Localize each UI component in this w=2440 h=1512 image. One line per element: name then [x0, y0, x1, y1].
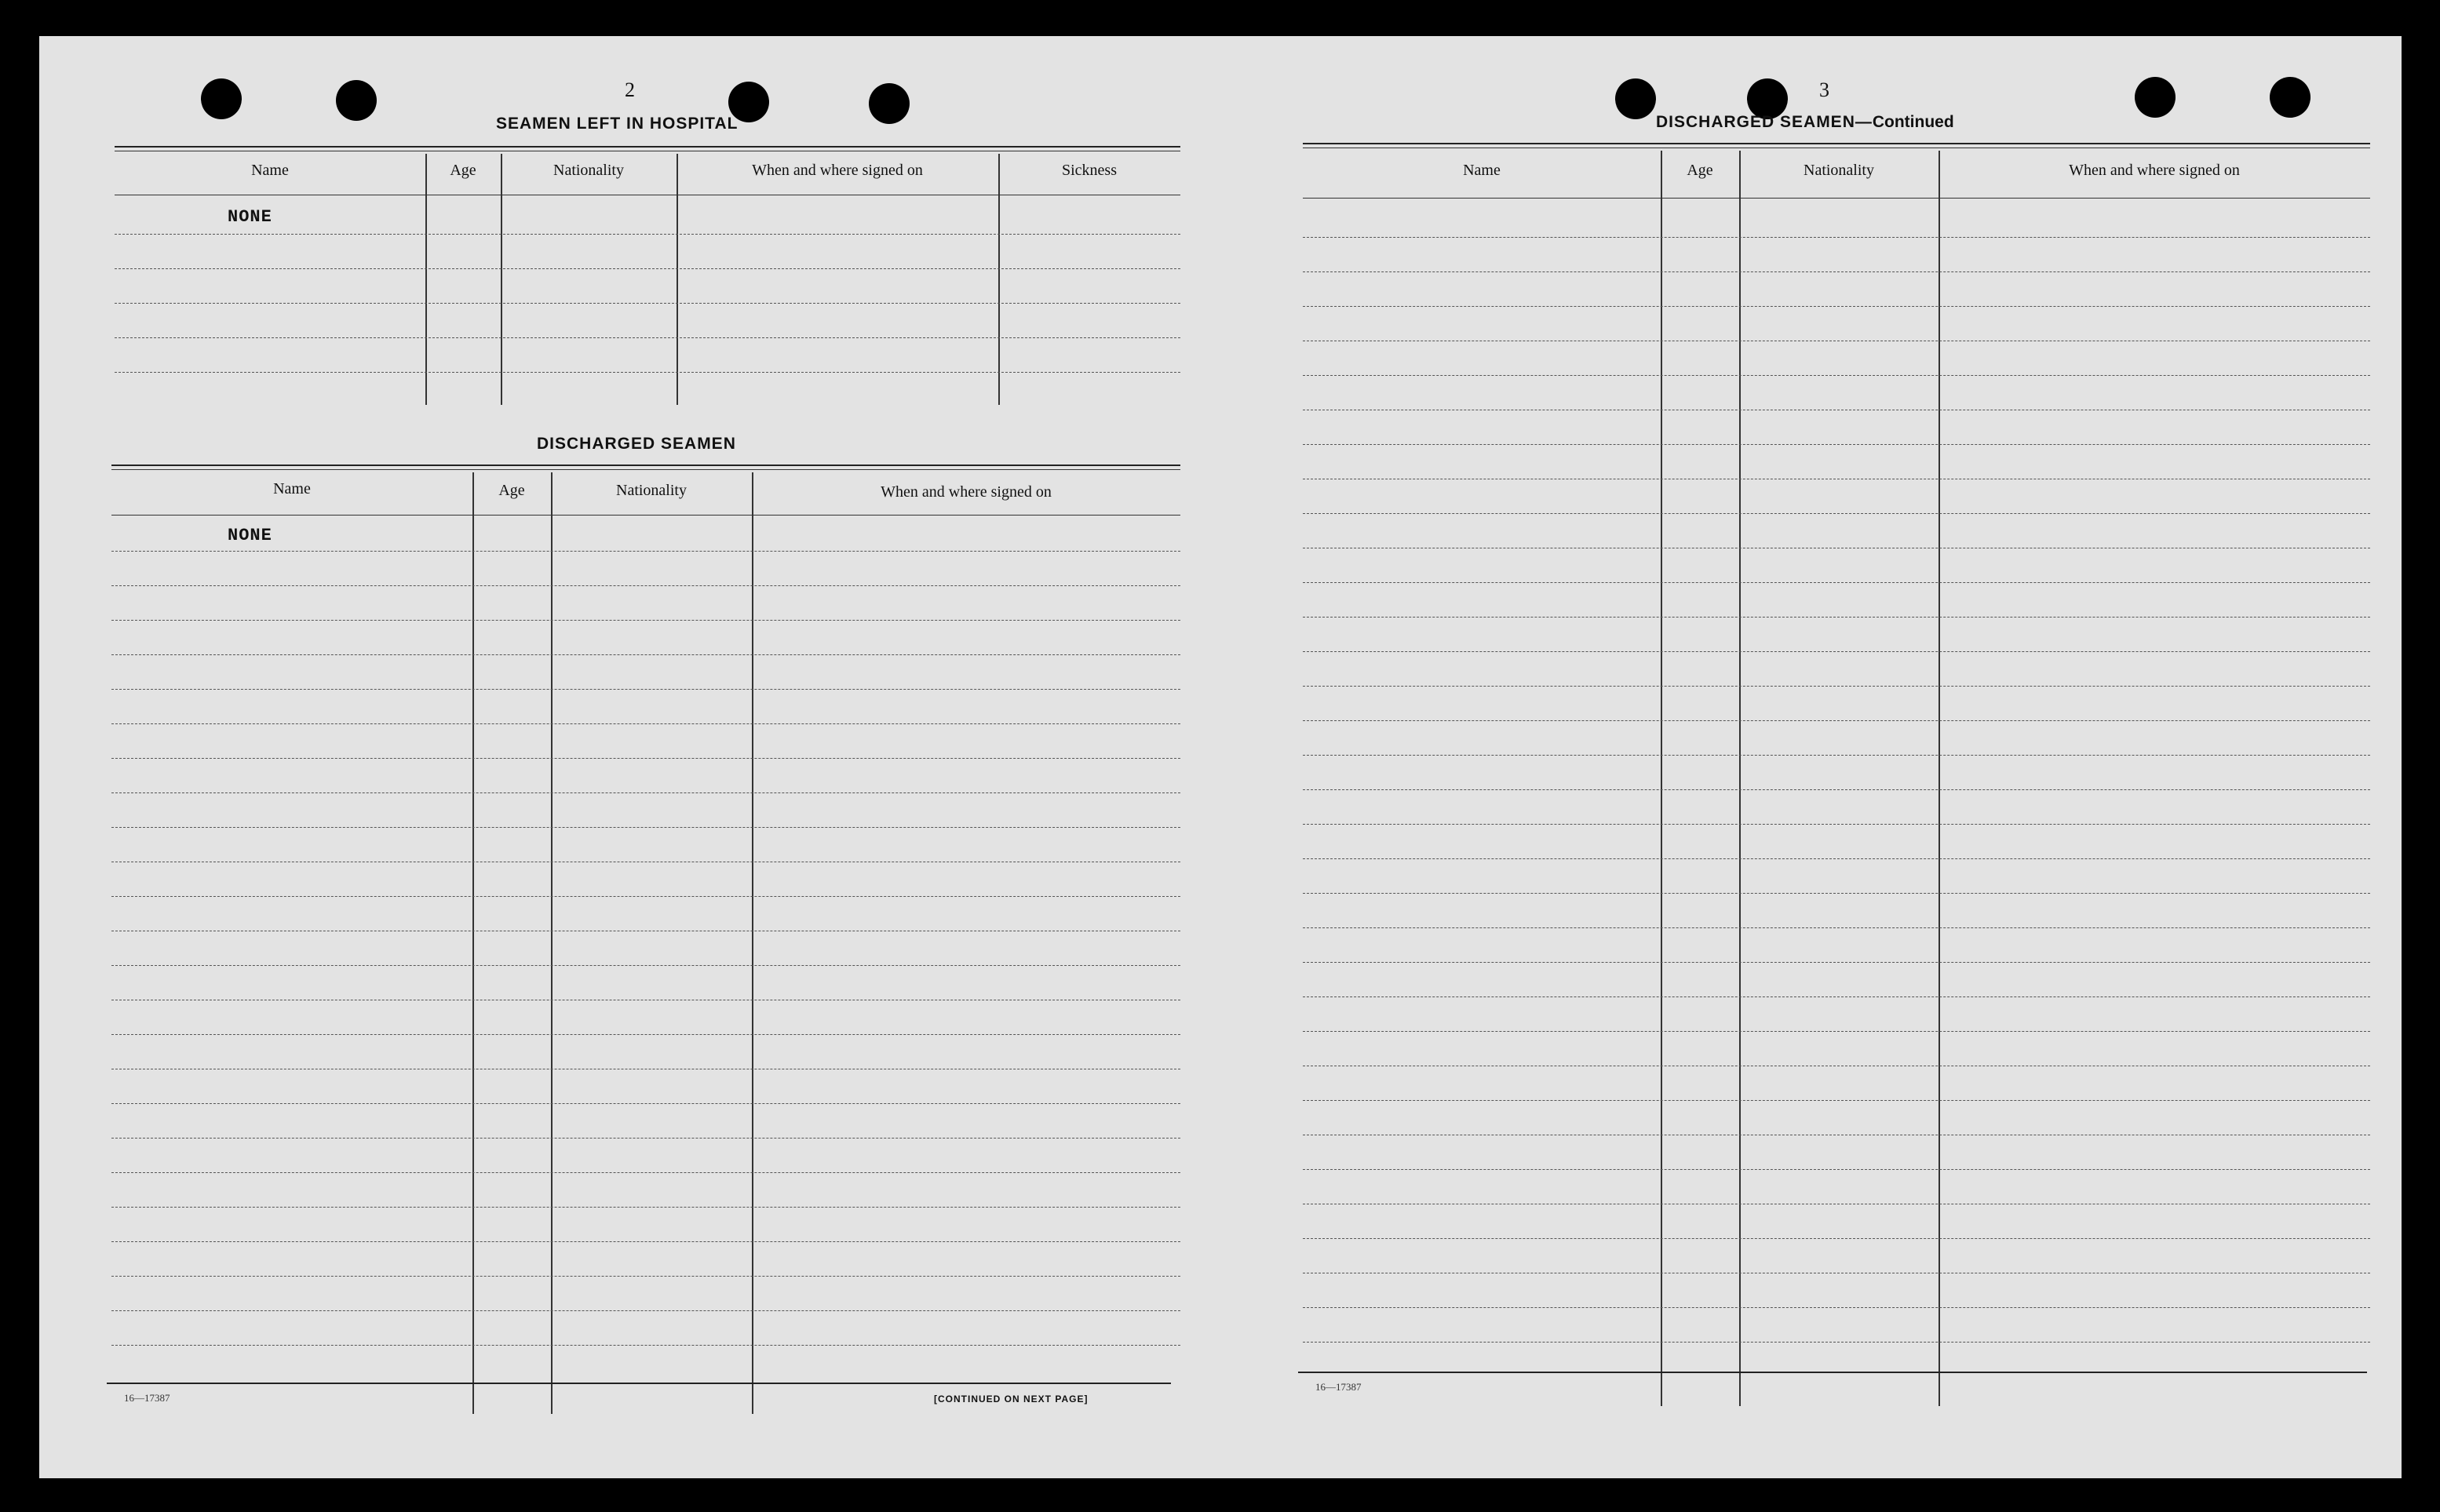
ruled-line — [1303, 962, 2370, 963]
right-title-main: DISCHARGED SEAMEN— — [1656, 113, 1873, 131]
ruled-line — [111, 1103, 1180, 1104]
column-divider — [677, 154, 678, 405]
ruled-line — [1303, 1100, 2370, 1101]
ruled-line — [111, 551, 1180, 552]
column-header-nationality: Nationality — [1804, 162, 1874, 179]
table-rule — [111, 469, 1180, 470]
column-header-when-where: When and where signed on — [881, 483, 1052, 501]
column-header-nationality: Nationality — [553, 162, 624, 179]
punch-hole — [2135, 77, 2176, 118]
ruled-line — [1303, 271, 2370, 272]
ruled-line — [111, 1138, 1180, 1139]
discharged-section-title: DISCHARGED SEAMEN — [537, 435, 736, 453]
ruled-line — [111, 827, 1180, 828]
ruled-line — [115, 337, 1180, 338]
ruled-line — [1303, 651, 2370, 652]
ruled-line — [111, 896, 1180, 897]
ruled-line — [111, 758, 1180, 759]
table-rule — [1303, 143, 2370, 144]
ruled-line — [1303, 306, 2370, 307]
punch-hole — [201, 78, 242, 119]
column-header-name: Name — [1463, 162, 1501, 179]
column-header-name: Name — [251, 162, 289, 179]
column-header-when-where: When and where signed on — [752, 162, 923, 179]
ruled-line — [1303, 824, 2370, 825]
form-number-left: 16—17387 — [124, 1392, 170, 1404]
ruled-line — [1303, 1307, 2370, 1308]
ruled-line — [1303, 858, 2370, 859]
ruled-line — [111, 965, 1180, 966]
column-divider — [425, 154, 427, 405]
column-header-sickness: Sickness — [1062, 162, 1117, 179]
ruled-line — [111, 1207, 1180, 1208]
ruled-line — [1303, 927, 2370, 928]
ruled-line — [1303, 755, 2370, 756]
ruled-line — [1303, 513, 2370, 514]
document-sheet — [39, 36, 2402, 1478]
hospital-section-title: SEAMEN LEFT IN HOSPITAL — [496, 115, 739, 133]
column-header-when-where: When and where signed on — [2069, 162, 2240, 179]
ruled-line — [1303, 789, 2370, 790]
column-header-nationality: Nationality — [616, 482, 687, 499]
table-bottom-rule — [107, 1383, 1171, 1384]
punch-hole — [1615, 78, 1656, 119]
column-divider — [1939, 151, 1940, 1406]
punch-hole — [2270, 77, 2311, 118]
ruled-line — [1303, 1169, 2370, 1170]
header-underline — [111, 515, 1180, 516]
ruled-line — [1303, 617, 2370, 618]
ruled-line — [111, 1241, 1180, 1242]
table-bottom-rule — [1298, 1372, 2367, 1373]
column-header-name: Name — [273, 480, 311, 497]
column-header-age: Age — [1687, 162, 1713, 179]
punch-hole — [336, 80, 377, 121]
ruled-line — [115, 234, 1180, 235]
ruled-line — [1303, 444, 2370, 445]
column-divider — [752, 472, 753, 1414]
ruled-line — [111, 585, 1180, 586]
table-rule — [115, 146, 1180, 148]
ruled-line — [1303, 720, 2370, 721]
column-divider — [1739, 151, 1741, 1406]
hospital-entry-name: NONE — [228, 207, 272, 227]
ruled-line — [111, 654, 1180, 655]
ruled-line — [1303, 582, 2370, 583]
right-section-title — [1656, 113, 1954, 132]
ruled-line — [111, 620, 1180, 621]
punch-hole — [869, 83, 910, 124]
column-divider — [1661, 151, 1662, 1406]
column-divider — [501, 154, 502, 405]
ruled-line — [111, 689, 1180, 690]
page-number-left: 2 — [625, 78, 635, 101]
column-divider — [472, 472, 474, 1414]
ruled-line — [1303, 1031, 2370, 1032]
ruled-line — [1303, 1238, 2370, 1239]
ruled-line — [115, 372, 1180, 373]
column-divider — [998, 154, 1000, 405]
header-underline — [1303, 198, 2370, 199]
ruled-line — [1303, 237, 2370, 238]
ruled-line — [115, 268, 1180, 269]
page-number-right: 3 — [1819, 78, 1829, 101]
ruled-line — [1303, 686, 2370, 687]
ruled-line — [1303, 893, 2370, 894]
ruled-line — [111, 1172, 1180, 1173]
table-rule — [111, 465, 1180, 466]
ruled-line — [1303, 375, 2370, 376]
ruled-line — [111, 1034, 1180, 1035]
ruled-line — [115, 303, 1180, 304]
ruled-line — [111, 1276, 1180, 1277]
right-title-suffix: Continued — [1872, 113, 1954, 131]
ruled-line — [1303, 996, 2370, 997]
ruled-line — [1303, 1342, 2370, 1343]
column-header-age: Age — [498, 482, 525, 499]
ruled-line — [111, 723, 1180, 724]
ruled-line — [111, 1345, 1180, 1346]
column-header-age: Age — [450, 162, 476, 179]
column-divider — [551, 472, 553, 1414]
form-number-right: 16—17387 — [1315, 1381, 1362, 1393]
continued-note: [CONTINUED ON NEXT PAGE] — [934, 1394, 1089, 1405]
discharged-entry-name: NONE — [228, 526, 272, 545]
ruled-line — [111, 792, 1180, 793]
ruled-line — [111, 1310, 1180, 1311]
